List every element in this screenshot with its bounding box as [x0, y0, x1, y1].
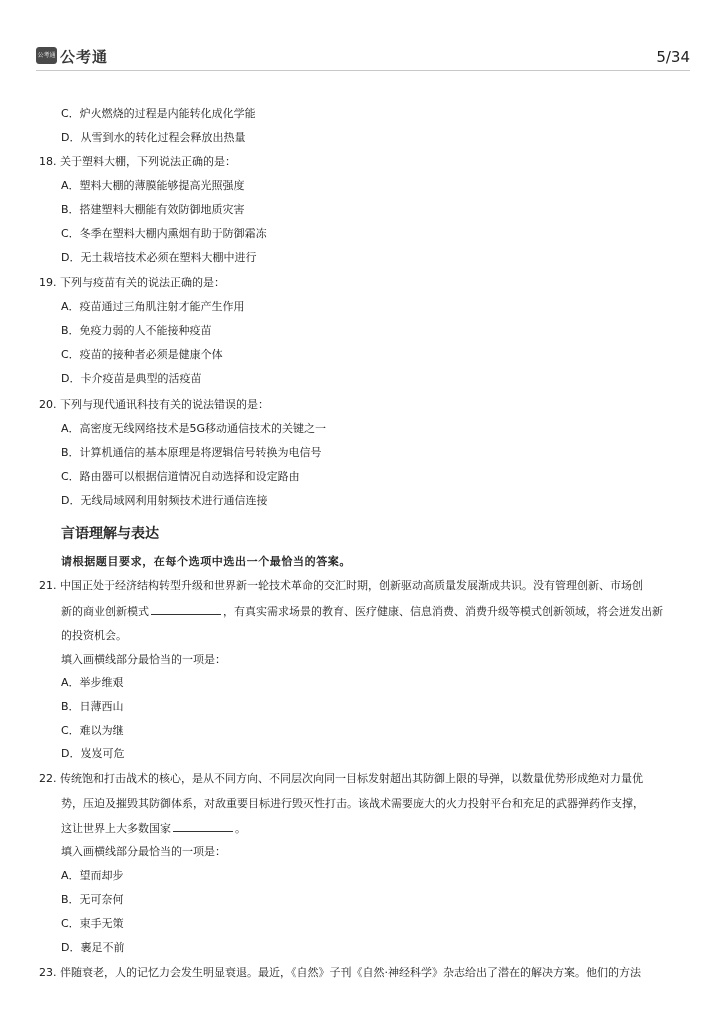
option-d-20: D．无线局域网利用射频技术进行通信连接: [61, 494, 268, 507]
fill-prompt-22: 填入画横线部分最恰当的一项是：: [61, 845, 226, 858]
option-d-21: D．岌岌可危: [61, 747, 125, 760]
question-21-line-2: [61, 604, 663, 619]
header-divider: [36, 70, 690, 71]
question-22-line-1: 22. 传统饱和打击战术的核心，是从不同方向、不同层次向同一目标发射超出其防御上限的导弹，以数量优势形成绝对力量优: [39, 772, 643, 785]
option-b-19: B．免疫力弱的人不能接种疫苗: [61, 324, 212, 337]
option-b-18: B．搭建塑料大棚能有效防御地质灾害: [61, 203, 245, 216]
option-d-18: D．无土栽培技术必须在塑料大棚中进行: [61, 251, 257, 264]
option-a-22: A．望而却步: [61, 869, 124, 882]
option-a-20: A．高密度无线网络技术是5G移动通信技术的关键之一: [61, 422, 327, 435]
question-22-line-2: 势，压迫及摧毁其防御体系，对敌重要目标进行毁灭性打击。该战术需要庞大的火力投射平台和充足的武器弹药作支撑，: [61, 797, 644, 810]
page-header: [36, 44, 690, 70]
page-number: 5/34: [656, 48, 690, 66]
question-23-line-1: 23. 伴随衰老，人的记忆力会发生明显衰退。最近，《自然》子刊《自然·神经科学》杂志给出了潜在的解决方案。他们的方法: [39, 966, 641, 979]
option-b-20: B．计算机通信的基本原理是将逻辑信号转换为电信号: [61, 446, 322, 459]
question-21-text-a: 新的商业创新模式: [61, 605, 149, 618]
fill-prompt-21: 填入画横线部分最恰当的一项是：: [61, 653, 226, 666]
question-22-text-a: 这让世界上大多数国家: [61, 822, 171, 835]
option-d-22: D．裹足不前: [61, 941, 125, 954]
option-c-17: C．炉火燃烧的过程是内能转化成化学能: [61, 107, 256, 120]
question-19: 19. 下列与疫苗有关的说法正确的是：: [39, 276, 225, 289]
question-21-text-b: ，有真实需求场景的教育、医疗健康、信息消费、消费升级等模式创新领域，将会迸发出新: [223, 605, 663, 618]
option-b-21: B．日薄西山: [61, 700, 124, 713]
question-21-line-3: 的投资机会。: [61, 629, 127, 642]
option-c-22: C．束手无策: [61, 917, 124, 930]
brand-name: 公考通: [60, 48, 109, 66]
question-21-line-1: 21. 中国正处于经济结构转型升级和世界新一轮技术革命的交汇时期，创新驱动高质量发展渐成共识。没有管理创新、市场创: [39, 579, 643, 592]
question-18: 18. 关于塑料大棚，下列说法正确的是：: [39, 155, 236, 168]
question-22-text-b: 。: [235, 822, 246, 835]
fill-blank-21: [151, 604, 221, 615]
option-c-19: C．疫苗的接种者必须是健康个体: [61, 348, 223, 361]
option-b-22: B．无可奈何: [61, 893, 124, 906]
option-c-20: C．路由器可以根据信道情况自动选择和设定路由: [61, 470, 300, 483]
section-title: 言语理解与表达: [61, 526, 159, 542]
question-20: 20. 下列与现代通讯科技有关的说法错误的是：: [39, 398, 269, 411]
option-c-21: C．难以为继: [61, 724, 124, 737]
option-a-18: A．塑料大棚的薄膜能够提高光照强度: [61, 179, 245, 192]
option-a-19: A．疫苗通过三角肌注射才能产生作用: [61, 300, 245, 313]
option-d-19: D．卡介疫苗是典型的活疫苗: [61, 372, 202, 385]
option-d-17: D．从雪到水的转化过程会释放出热量: [61, 131, 246, 144]
option-c-18: C．冬季在塑料大棚内熏烟有助于防御霜冻: [61, 227, 267, 240]
option-a-21: A．举步维艰: [61, 676, 124, 689]
question-22-line-3: [61, 821, 246, 836]
section-instruction: 请根据题目要求，在每个选项中选出一个最恰当的答案。: [61, 555, 351, 568]
fill-blank-22: [173, 821, 233, 832]
logo-icon: 公考通: [36, 47, 57, 64]
